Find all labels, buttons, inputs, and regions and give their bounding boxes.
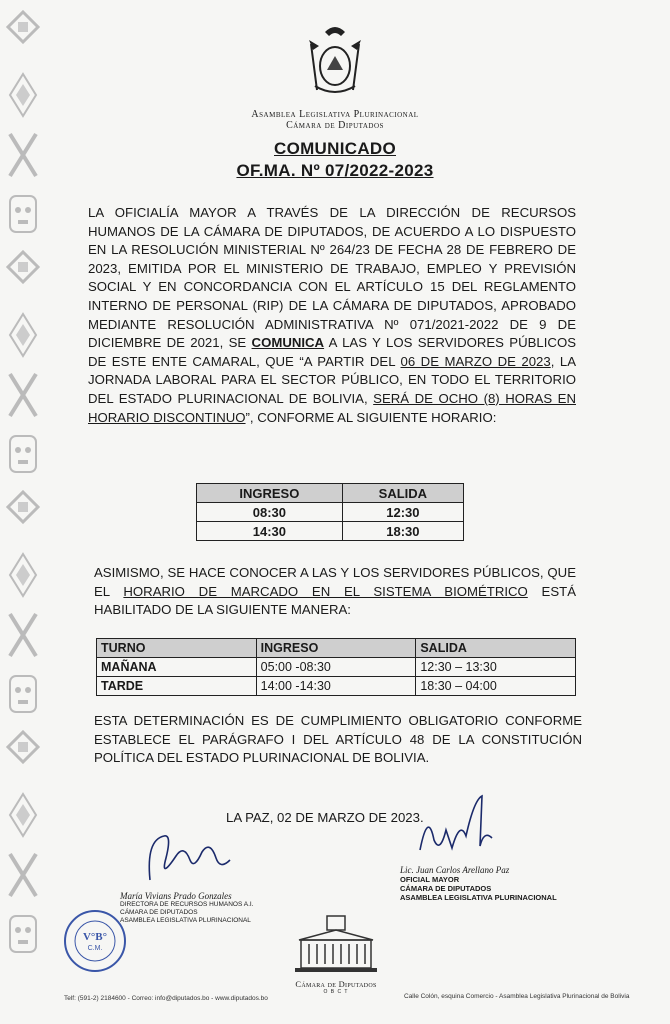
footer-contact: Telf: (591-2) 2184600 - Correo: info@diputados.bo - www.diputados.bo — [64, 995, 268, 1002]
table-row — [197, 503, 464, 522]
stamp-sub: C.M. — [87, 945, 103, 952]
signer-chamber: CÁMARA DE DIPUTADOS — [120, 909, 198, 916]
hr-stamp-icon — [62, 908, 128, 974]
effective-date: 06 DE MARZO DE 2023 — [400, 353, 551, 369]
signer-name: María Vivians Prado Gonzales — [120, 891, 232, 901]
stamp-center: V°B° — [82, 931, 108, 943]
paragraph-text: ESTÁ HABILITADO DE LA SIGUIENTE MANERA: — [94, 583, 576, 618]
table-cell: MAÑANA — [97, 658, 257, 677]
org-name: Asamblea Legislativa Plurinacional — [251, 109, 419, 120]
table-cell: 12:30 – 13:30 — [416, 658, 576, 677]
column-header: SALIDA — [416, 639, 576, 658]
signer-role: DIRECTORA DE RECURSOS HUMANOS A.I. — [120, 901, 254, 908]
signer-chamber: CÁMARA DE DIPUTADOS — [400, 884, 492, 893]
border-motif-icon — [6, 790, 40, 840]
paragraph-text: ASIMISMO, SE HACE CONOCER A LAS Y LOS SERVIDORES PÚBLICOS, QUE EL — [94, 565, 576, 599]
border-motif-icon — [6, 370, 40, 420]
border-motif-icon — [6, 850, 40, 900]
border-motif-icon — [6, 610, 40, 660]
footer-org: Cámara de Diputados — [295, 979, 377, 989]
face-motif-icon — [6, 190, 40, 240]
face-motif-icon — [6, 670, 40, 720]
paragraph-text: LA OFICIALÍA MAYOR A TRAVÉS DE LA DIRECCIÓN DE RECURSOS HUMANOS DE LA CÁMARA DE DIPUTADOS, DE ACUERDO A LO DISPUESTO EN LA RESOLUCIÓN MINISTERIAL Nº 264/23 DE FECHA 28 DE FEBRERO DE 2023, EMITIDA POR EL MINISTERIO DE TRABAJO, EMPLEO Y PREVISIÓN SOCIAL Y EN CONCORDANCIA CON EL ARTÍCULO 15 DEL REGLAMENTO INTERNO DE PERSONAL (RIP) DE LA CÁMARA DE DIPUTADOS, APROBADO MEDIANTE RESOLUCIÓN ADMINISTRATIVA Nº 071/2021-2022 DE 9 DE DICIEMBRE DE 2021, SE — [88, 205, 576, 351]
column-header: TURNO — [97, 639, 257, 658]
face-motif-icon — [6, 910, 40, 960]
signer-assembly: ASAMBLEA LEGISLATIVA PLURINACIONAL — [400, 893, 557, 902]
table-cell: 18:30 – 04:00 — [416, 677, 576, 696]
signer-name: Lic. Juan Carlos Arellano Paz — [400, 865, 510, 875]
border-motif-icon — [6, 310, 40, 360]
comunica-emphasis: COMUNICA — [251, 335, 325, 351]
document-date: LA PAZ, 02 DE MARZO DE 2023. — [226, 810, 424, 825]
signer-assembly: ASAMBLEA LEGISLATIVA PLURINACIONAL — [120, 917, 251, 924]
signature-block-left — [120, 830, 290, 925]
chamber-name: Cámara de Diputados — [286, 120, 384, 131]
biometric-paragraph — [94, 564, 576, 620]
border-motif-icon — [6, 250, 40, 300]
communique-title — [0, 138, 670, 182]
signer-role: OFICIAL MAYOR — [400, 875, 460, 884]
table-cell: 18:30 — [342, 522, 463, 541]
handwritten-signature-icon — [120, 830, 250, 886]
border-motif-icon — [6, 490, 40, 540]
footer-emblem — [286, 914, 386, 995]
column-header: INGRESO — [197, 484, 343, 503]
paragraph-text: , LA JORNADA LABORAL PARA EL SECTOR PÚBLICO, EN TODO EL TERRITORIO DEL ESTADO PLURINACIONAL DE BOLIVIA, — [88, 353, 576, 406]
table-cell: TARDE — [97, 677, 257, 696]
table-row — [97, 658, 576, 677]
column-header: INGRESO — [256, 639, 416, 658]
table-cell: 05:00 -08:30 — [256, 658, 416, 677]
letterhead — [0, 20, 670, 131]
building-icon — [291, 914, 381, 974]
biometric-table — [96, 638, 576, 696]
table-row — [197, 522, 464, 541]
face-motif-icon — [6, 430, 40, 480]
table-cell: 12:30 — [342, 503, 463, 522]
working-hours-emphasis: SERÁ DE OCHO (8) HORAS EN HORARIO DISCONTINUO — [88, 390, 576, 425]
footer-code: O B C T — [323, 989, 349, 995]
coat-of-arms-icon — [303, 20, 367, 100]
border-motif-icon — [6, 730, 40, 780]
table-cell: 14:00 -14:30 — [256, 677, 416, 696]
signature-block-right — [400, 790, 560, 902]
border-motif-icon — [6, 550, 40, 600]
obligation-paragraph: ESTA DETERMINACIÓN ES DE CUMPLIMIENTO OBLIGATORIO CONFORME ESTABLECE EL PARÁGRAFO I DEL ARTÍCULO 48 DE LA CONSTITUCIÓN POLÍTICA DEL ESTADO PLURINACIONAL DE BOLIVIA. — [94, 713, 582, 766]
title-line1: COMUNICADO — [274, 139, 396, 158]
main-paragraph — [88, 204, 576, 427]
column-header: SALIDA — [342, 484, 463, 503]
handwritten-signature-icon — [400, 790, 520, 860]
paragraph-text: A LAS Y LOS SERVIDORES PÚBLICOS DE ESTE ENTE CAMARAL, QUE “A PARTIR DEL — [88, 335, 576, 369]
table-row — [97, 677, 576, 696]
paragraph-text: ”, CONFORME AL SIGUIENTE HORARIO: — [245, 409, 497, 425]
table-cell: 14:30 — [197, 522, 343, 541]
title-line2: OF.MA. Nº 07/2022-2023 — [236, 161, 434, 180]
table-cell: 08:30 — [197, 503, 343, 522]
footer-address: Calle Colón, esquina Comercio - Asamblea Legislativa Plurinacional de Bolivia — [404, 993, 630, 1000]
biometric-emphasis: HORARIO DE MARCADO EN EL SISTEMA BIOMÉTRICO — [123, 583, 528, 599]
schedule-table — [196, 483, 464, 541]
